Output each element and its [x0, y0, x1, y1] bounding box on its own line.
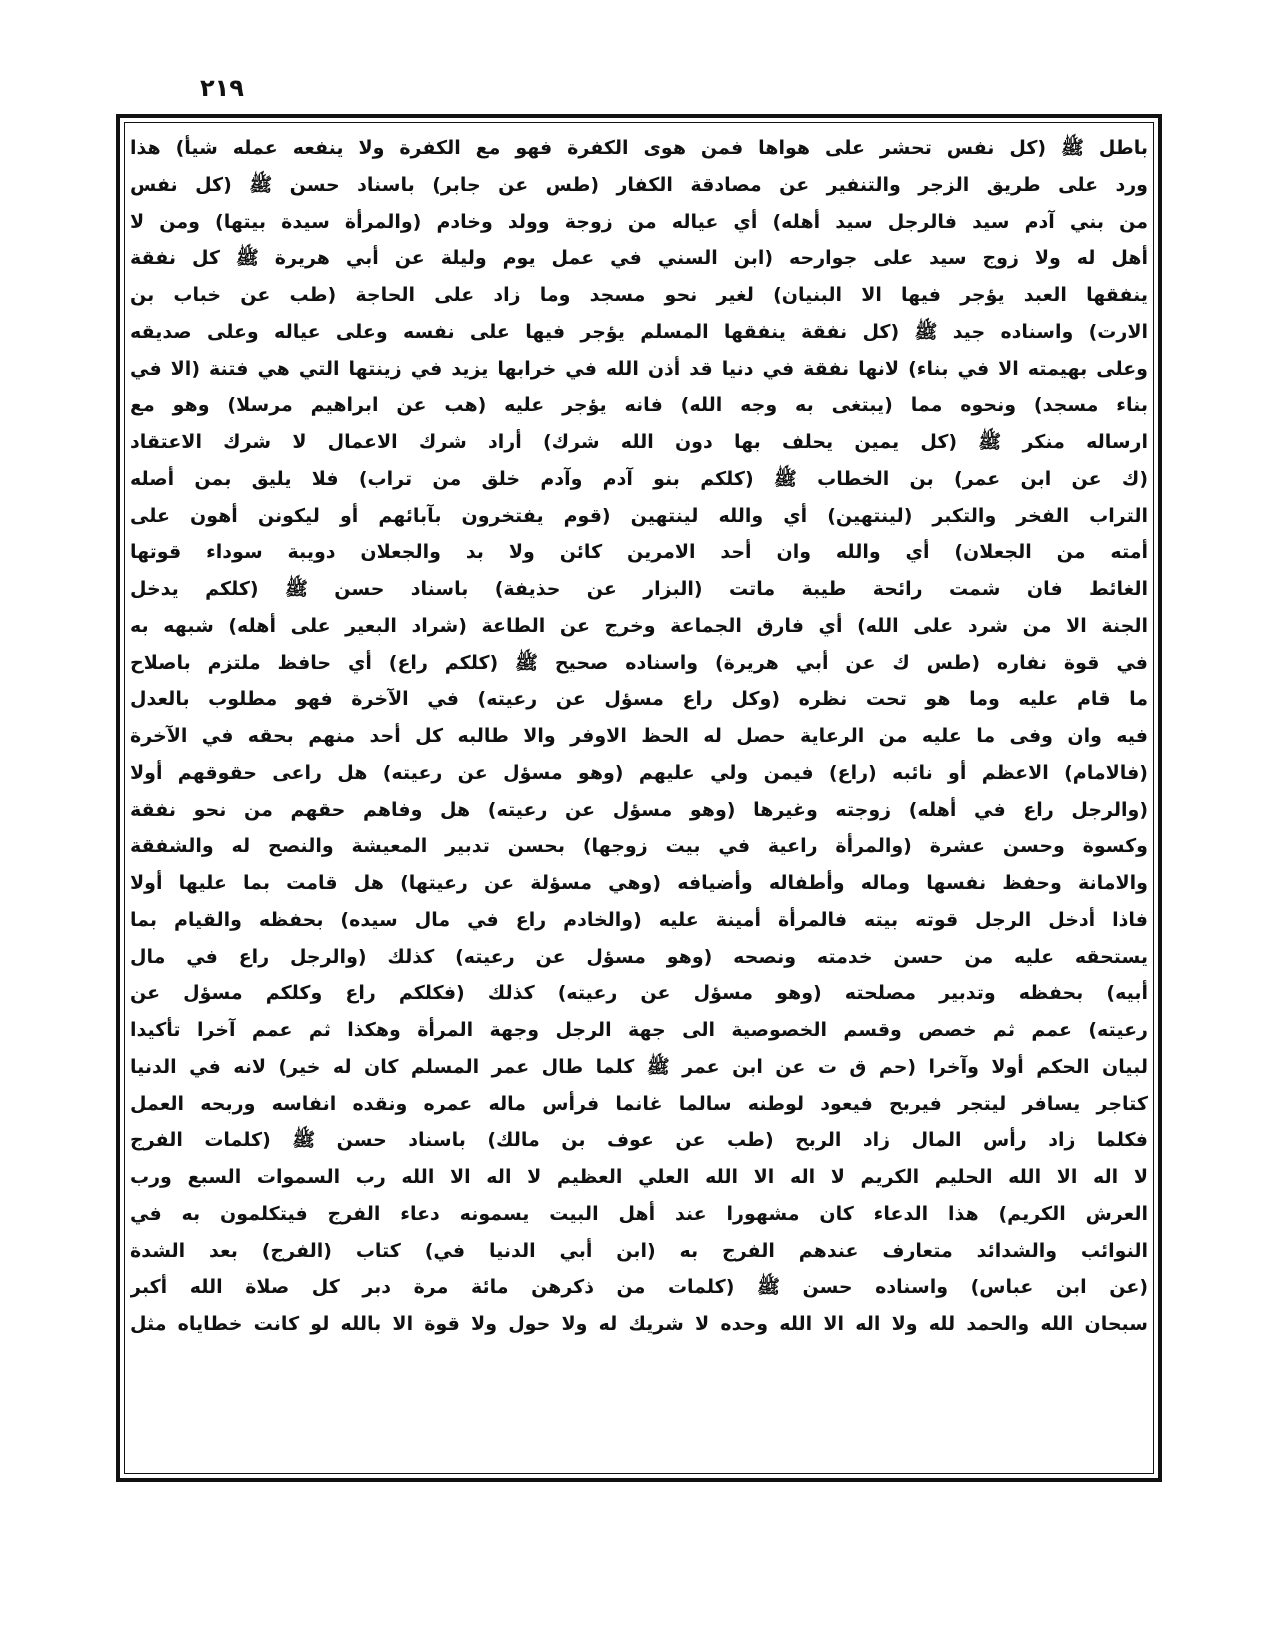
text-line: العرش الكريم) هذا الدعاء كان مشهورا عند أهل البيت يسمونه دعاء الفرج فيتكلمون به في — [130, 1202, 1148, 1225]
text-line: وعلى بهيمته الا في بناء) لانها نفقة في دنيا قد أذن الله في خرابها يزيد في زينتها التي هي فتنة (الا في — [130, 357, 1148, 380]
text-line: لا اله الا الله الحليم الكريم لا اله الا الله العلي العظيم لا اله الا الله رب السموات السبع ورب — [130, 1166, 1148, 1188]
text-line: ورد على طريق الزجر والتنفير عن مصادقة الكفار (طس عن جابر) باسناد حسن ﷺ (كل نفس — [130, 173, 1148, 196]
main-text — [130, 130, 1148, 1474]
text-line: من بني آدم سيد فالرجل سيد أهله) أي عياله من زوجة وولد وخادم (والمرأة سيدة بيتها) ومن لا — [130, 210, 1148, 233]
text-line: فاذا أدخل الرجل قوته بيته فالمرأة أمينة عليه (والخادم راع في مال سيده) بحفظه والقيام بما — [130, 908, 1148, 931]
text-line: سبحان الله والحمد لله ولا اله الا الله وحده لا شريك له ولا حول ولا قوة الا بالله لو كانت خطاياه مثل — [130, 1313, 1148, 1335]
text-line: ارساله منكر ﷺ (كل يمين يحلف بها دون الله شرك) أراد شرك الاعمال لا شرك الاعتقاد — [130, 431, 1148, 453]
text-line: الغائط فان شمت رائحة طيبة ماتت (البزار عن حذيفة) باسناد حسن ﷺ (كلكم يدخل — [130, 578, 1148, 600]
text-line: في قوة نفاره (طس ك عن أبي هريرة) واسناده صحيح ﷺ (كلكم راع) أي حافظ ملتزم باصلاح — [130, 651, 1148, 674]
text-line: باطل ﷺ (كل نفس تحشر على هواها فمن هوى الكفرة فهو مع الكفرة ولا ينفعه عمله شيأ) هذا — [130, 137, 1148, 159]
text-line: بناء مسجد) ونحوه مما (يبتغى به وجه الله) فانه يؤجر عليه (هب عن ابراهيم مرسلا) وهو مع — [130, 394, 1148, 417]
text-line: ما قام عليه وما هو تحت نظره (وكل راع مسؤل عن رعيته) في الآخرة فهو مطلوب بالعدل — [130, 688, 1148, 711]
text-line: لبيان الحكم أولا وآخرا (حم ق ت عن ابن عمر ﷺ كلما طال عمر المسلم كان له خير) لانه في الدنيا — [130, 1055, 1148, 1078]
text-line: يستحقه عليه من حسن خدمته ونصحه (وهو مسؤل عن رعيته) كذلك (والرجل راع في مال — [130, 945, 1148, 968]
text-line: كتاجر يسافر ليتجر فيربح فيعود لوطنه سالما غانما فرأس ماله عمره ونقده انفاسه وربحه العمل — [130, 1092, 1148, 1115]
text-line: وكسوة وحسن عشرة (والمرأة راعية في بيت زوجها) بحسن تدبير المعيشة والنصح له والشفقة — [130, 835, 1148, 858]
text-line: أبيه) بحفظه وتدبير مصلحته (وهو مسؤل عن رعيته) كذلك (فكلكم راع وكلكم مسؤل عن — [130, 982, 1148, 1005]
text-line: الارت) واسناده جيد ﷺ (كل نفقة ينفقها المسلم يؤجر فيها على نفسه وعلى عياله وعلى صديقه — [130, 320, 1148, 343]
text-line: (والرجل راع في أهله) زوجته وغيرها (وهو مسؤل عن رعيته) هل وفاهم حقهم من نحو نفقة — [130, 798, 1148, 821]
text-line: الجنة الا من شرد على الله) أي فارق الجماعة وخرج عن الطاعة (شراد البعير على أهله) شبهه به — [130, 614, 1148, 637]
text-line: فيه وان وفى ما عليه من الرعاية حصل له الحظ الاوفر والا طالبه كل أحد منهم بحقه في الآخرة — [130, 725, 1148, 747]
text-line: ينفقها العبد يؤجر فيها الا البنيان) لغير نحو مسجد وما زاد على الحاجة (طب عن خباب بن — [130, 284, 1148, 306]
text-line: فكلما زاد رأس المال زاد الربح (طب عن عوف بن مالك) باسناد حسن ﷺ (كلمات الفرج — [130, 1129, 1148, 1152]
text-line: (عن ابن عباس) واسناده حسن ﷺ (كلمات من ذكرهن مائة مرة دبر كل صلاة الله أكبر — [130, 1276, 1148, 1299]
text-line: رعيته) عمم ثم خصص وقسم الخصوصية الى جهة الرجل وجهة المرأة وهكذا ثم عمم آخرا تأكيدا — [130, 1019, 1148, 1041]
text-line: (ك عن ابن عمر) بن الخطاب ﷺ (كلكم بنو آدم وآدم خلق من تراب) فلا يليق بمن أصله — [130, 467, 1148, 490]
text-line: التراب الفخر والتكبر (لينتهين) أي والله لينتهين (قوم يفتخرون بآبائهم أو ليكونن أهون على — [130, 504, 1148, 527]
text-line: أهل له ولا زوج سيد على جوارحه (ابن السني في عمل يوم وليلة عن أبي هريرة ﷺ كل نفقة — [130, 247, 1148, 270]
text-line: أمته من الجعلان) أي والله وان أحد الامرين كائن ولا بد والجعلان دويبة سوداء قوتها — [130, 541, 1148, 564]
page-number: ٢١٩ — [200, 74, 244, 102]
text-line: النوائب والشدائد متعارف عندهم الفرج به (ابن أبي الدنيا في) كتاب (الفرج) بعد الشدة — [130, 1239, 1148, 1262]
text-line: (فالامام) الاعظم أو نائبه (راع) فيمن ولي عليهم (وهو مسؤل عن رعيته) هل راعى حقوقهم أولا — [130, 761, 1148, 784]
text-line: والامانة وحفظ نفسها وماله وأطفاله وأضيافه (وهي مسؤلة عن رعيتها) هل قامت بما عليها أولا — [130, 872, 1148, 894]
